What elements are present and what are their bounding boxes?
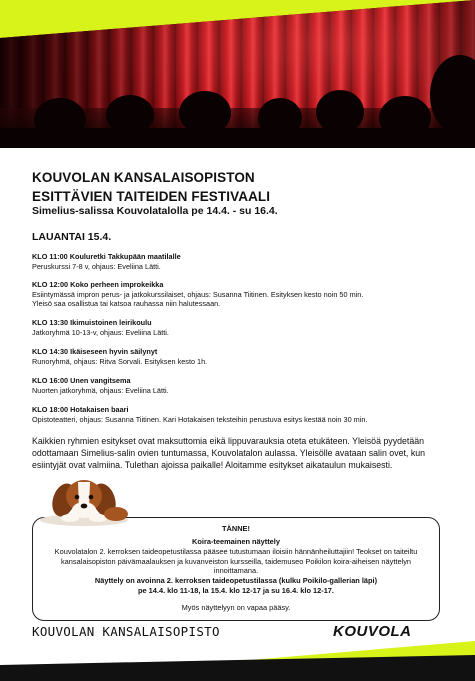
page-title [32,168,270,206]
event-description: Nuorten jatkoryhmä, ohjaus: Eveliina Lätti. [32,385,169,395]
event-time-title: KLO 14:30 Ikäiseseen hyvin säilynyt [32,347,158,356]
event-item [32,347,452,366]
event-description-2: Yleisö saa osallistua tai katsoa rauhassa niin halutessaan. [32,299,221,309]
dog-illustration [34,470,130,526]
subtitle: Simelius-salissa Kouvolatalolla pe 14.4. - su 16.4. [32,205,278,217]
event-item [32,280,452,309]
event-item [32,318,452,337]
infobox-body-line-1: Kouvolatalon 2. kerroksen taideopetustilassa pääsee tutustumaan iloisiin hännänheiluttajiin! Teokset on taiteiltu [54,547,418,556]
infobox-body-line-2: kansalaisopiston päivämaalauksen ja kuvanveiston kursseilla, taidemuseo Poikilon koira-aiheisen näyttelyn [60,556,412,566]
infobox-footer: Myös näyttelyyn on vapaa pääsy. [181,603,291,612]
event-time-title: KLO 13:30 Ikimuistoinen leirikoulu [32,318,152,327]
event-time-title: KLO 11:00 Kouluretki Takkupään maatilalle [32,252,181,261]
day-heading: LAUANTAI 15.4. [32,231,112,243]
footer-organization: KOUVOLAN KANSALAISOPISTO [32,624,220,639]
title-line-1: KOUVOLAN KANSALAISOPISTON [32,170,255,185]
event-description: Peruskurssi 7-8 v, ohjaus: Eveliina Lätti. [32,261,161,271]
event-time-title: KLO 12:00 Koko perheen improkeikka [32,280,164,289]
event-time-title: KLO 18:00 Hotakaisen baari [32,405,129,414]
event-item [32,405,452,424]
infobox-body-line-3: innoittamana. [213,566,259,575]
exhibition-info-box [32,517,440,621]
intro-paragraph: Kaikkien ryhmien esitykset ovat maksuttomia eikä lippuvarauksia oteta etukäteen. Yleisöä pyydetään odottamaan Simelius-salin ovien tuntumassa, Kouvolatalon aulassa. Yleisölle avataan salin ovet, kun esiintyjät ovat valmiina. Tulethan ajoissa paikalle! Aloitamme esitykset aikataulun mukaisesti. [32,436,425,470]
event-description: Esiintymässä impron perus- ja jatkokurssilaiset, ohjaus: Susanna Tiitinen. Esityksen kesto noin 50 min. [32,289,364,299]
event-description: Jatkoryhmä 10-13-v, ohjaus: Eveliina Lätti. [32,327,169,337]
event-description: Opistoteatteri, ohjaus: Susanna Tiitinen. Kari Hotakaisen teksteihin perustuva esitys kestää noin 30 min. [32,414,368,424]
event-item [32,252,452,271]
infobox-heading: TÄNNE! [222,524,250,533]
title-line-2: ESITTÄVIEN TAITEIDEN FESTIVAALI [32,189,271,204]
event-item [32,376,452,395]
infobox-bold-line-1: Näyttely on avoinna 2. kerroksen taideopetustilassa (kulku Poikilo-gallerian läpi) [94,576,378,585]
event-description: Runoryhmä, ohjaus: Ritva Sorvali. Esityksen kesto 1h. [32,356,208,366]
infobox-bold-line-2: pe 14.4. klo 11-18, la 15.4. klo 12-17 ja su 16.4. klo 12-17. [138,586,334,595]
infobox-subheading: Koira-teemainen näyttely [192,537,280,546]
kouvola-logo: KOUVOLA [333,623,412,640]
event-time-title: KLO 16:00 Unen vangitsema [32,376,131,385]
